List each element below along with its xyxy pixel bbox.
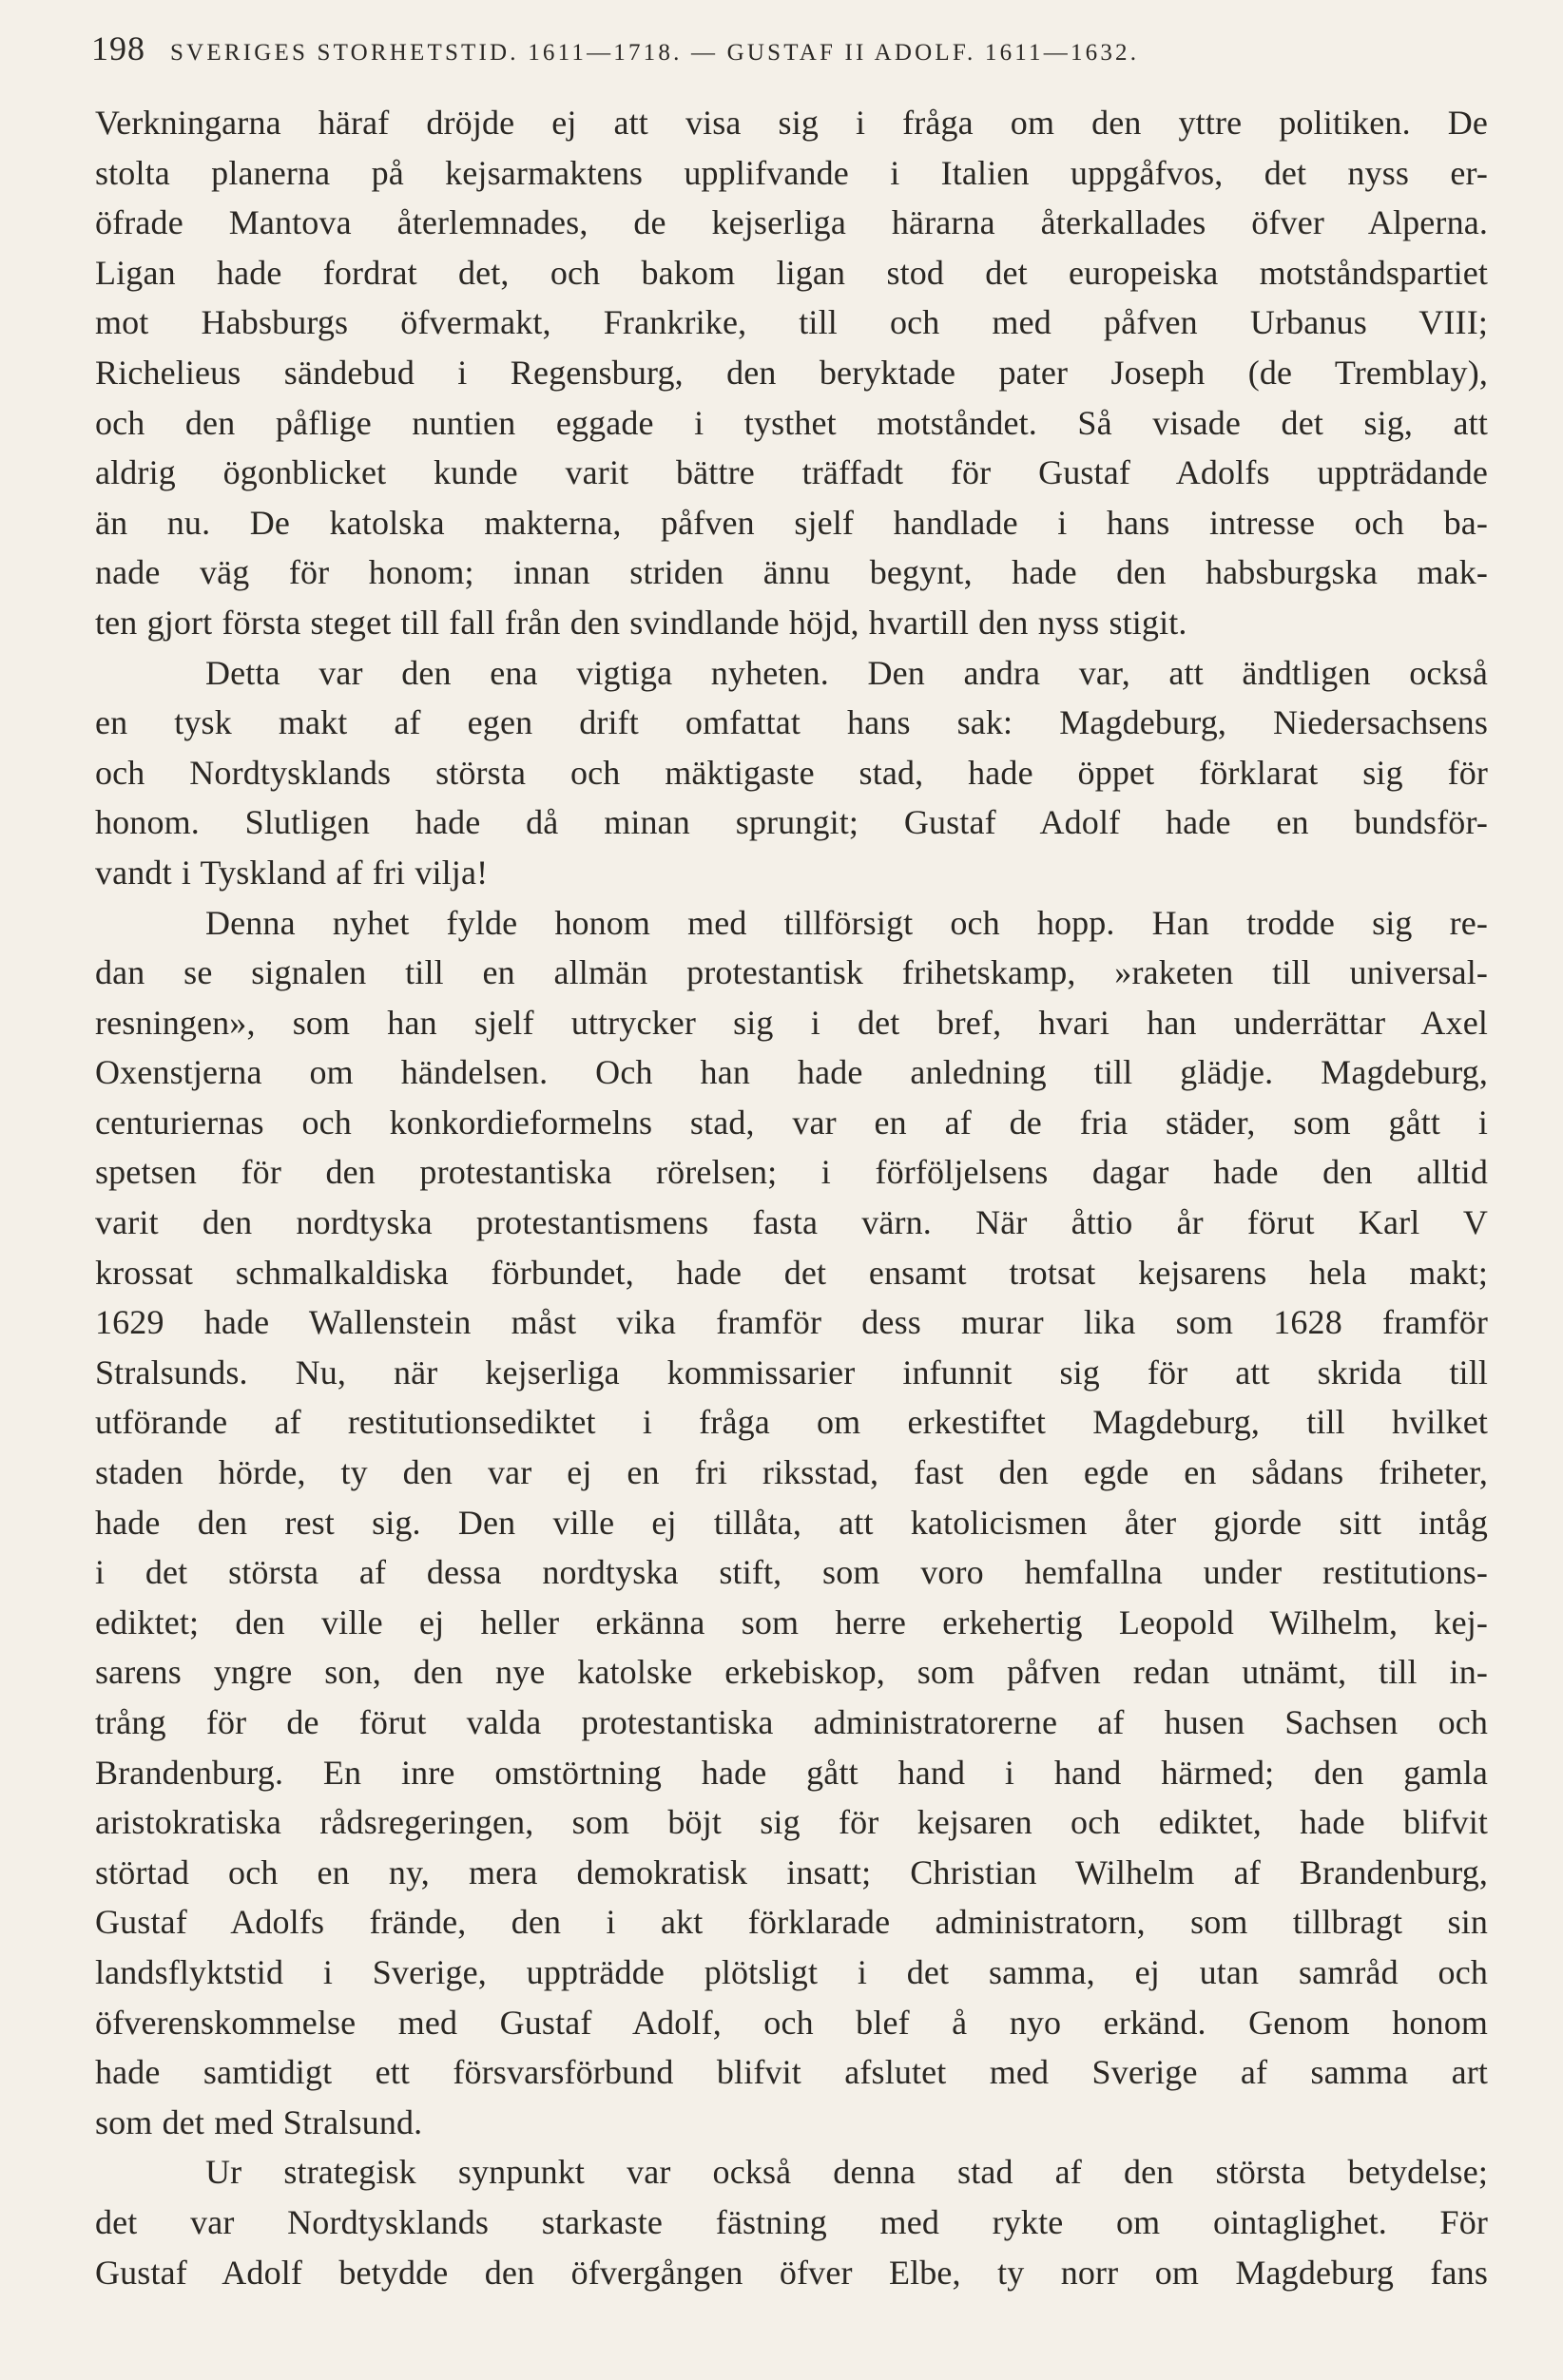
text-line: trång för de förut valda protestantiska administratorerne af husen Sachsen och bbox=[95, 1703, 1488, 1741]
text-line: öfverenskommelse med Gustaf Adolf, och blef å nyo erkänd. Genom honom bbox=[95, 2003, 1488, 2042]
text-line: Verkningarna häraf dröjde ej att visa sig i fråga om den yttre politiken. De bbox=[95, 104, 1488, 142]
text-line: som det med Stralsund. bbox=[95, 2102, 423, 2141]
text-line: öfrade Mantova återlemnades, de kejserliga härarna återkallades öfver Alperna. bbox=[95, 203, 1488, 242]
running-title: SVERIGES STORHETSTID. 1611—1718. — GUSTAF II ADOLF. 1611—1632. bbox=[170, 40, 1140, 66]
text-line: Detta var den ena vigtiga nyheten. Den andra var, att ändtligen också bbox=[205, 653, 1488, 692]
text-line: Ur strategisk synpunkt var också denna stad af den största betydelse; bbox=[205, 2153, 1488, 2192]
text-line: varit den nordtyska protestantismens fasta värn. När åttio år förut Karl V bbox=[95, 1203, 1488, 1242]
text-line: krossat schmalkaldiska förbundet, hade det ensamt trotsat kejsarens hela makt; bbox=[95, 1253, 1488, 1292]
text-line: utförande af restitutionsediktet i fråga om erkestiftet Magdeburg, till hvilket bbox=[95, 1403, 1488, 1442]
text-line: Oxenstjerna om händelsen. Och han hade anledning till glädje. Magdeburg, bbox=[95, 1053, 1488, 1092]
text-line: 1629 hade Wallenstein måst vika framför dess murar lika som 1628 framför bbox=[95, 1303, 1488, 1342]
text-line: vandt i Tyskland af fri vilja! bbox=[95, 853, 489, 892]
text-line: Richelieus sändebud i Regensburg, den beryktade pater Joseph (de Tremblay), bbox=[95, 353, 1488, 392]
paragraph-4 bbox=[95, 2147, 1488, 2297]
text-line: ten gjort första steget till fall från den svindlande höjd, hvartill den nyss stigit. bbox=[95, 603, 1187, 642]
text-line: stolta planerna på kejsarmaktens upplifvande i Italien uppgåfvos, det nyss er- bbox=[95, 153, 1488, 192]
text-line: en tysk makt af egen drift omfattat hans sak: Magdeburg, Niedersachsens bbox=[95, 703, 1488, 742]
text-line: centuriernas och konkordieformelns stad, var en af de fria städer, som gått i bbox=[95, 1103, 1488, 1142]
text-line: mot Habsburgs öfvermakt, Frankrike, till och med påfven Urbanus VIII; bbox=[95, 303, 1488, 342]
text-line: ediktet; den ville ej heller erkänna som herre erkehertig Leopold Wilhelm, kej- bbox=[95, 1603, 1488, 1641]
text-line: Denna nyhet fylde honom med tillförsigt och hopp. Han trodde sig re- bbox=[205, 903, 1488, 942]
text-line: Gustaf Adolfs frände, den i akt förklarade administratorn, som tillbragt sin bbox=[95, 1903, 1488, 1942]
paragraph-1 bbox=[95, 98, 1488, 648]
text-line: Gustaf Adolf betydde den öfvergången öfver Elbe, ty norr om Magdeburg fans bbox=[95, 2253, 1488, 2292]
text-line: dan se signalen till en allmän protestantisk frihetskamp, »raketen till universal- bbox=[95, 953, 1488, 992]
text-line: Stralsunds. Nu, när kejserliga kommissarier infunnit sig för att skrida till bbox=[95, 1353, 1488, 1392]
text-line: honom. Slutligen hade då minan sprungit; Gustaf Adolf hade en bundsför- bbox=[95, 803, 1488, 842]
text-line: i det största af dessa nordtyska stift, som voro hemfallna under restitutions- bbox=[95, 1553, 1488, 1592]
text-line: spetsen för den protestantiska rörelsen; i förföljelsens dagar hade den alltid bbox=[95, 1153, 1488, 1192]
text-line: än nu. De katolska makterna, påfven sjelf handlade i hans intresse och ba- bbox=[95, 503, 1488, 542]
text-line: nade väg för honom; innan striden ännu begynt, hade den habsburgska mak- bbox=[95, 553, 1488, 592]
text-line: Brandenburg. En inre omstörtning hade gått hand i hand härmed; den gamla bbox=[95, 1753, 1488, 1792]
running-header bbox=[91, 29, 1479, 67]
text-line: Ligan hade fordrat det, och bakom ligan stod det europeiska motståndspartiet bbox=[95, 253, 1488, 292]
text-line: sarens yngre son, den nye katolske erkebiskop, som påfven redan utnämt, till in- bbox=[95, 1653, 1488, 1692]
text-line: och Nordtysklands största och mäktigaste stad, hade öppet förklarat sig för bbox=[95, 753, 1488, 792]
paragraph-3 bbox=[95, 898, 1488, 2148]
text-line: hade samtidigt ett försvarsförbund blifvit afslutet med Sverige af samma art bbox=[95, 2053, 1488, 2092]
text-line: aristokratiska rådsregeringen, som böjt sig för kejsaren och ediktet, hade blifvit bbox=[95, 1803, 1488, 1842]
paragraph-2 bbox=[95, 648, 1488, 898]
body-text bbox=[95, 98, 1488, 2297]
text-line: och den påflige nuntien eggade i tysthet motståndet. Så visade det sig, att bbox=[95, 403, 1488, 442]
text-line: staden hörde, ty den var ej en fri riksstad, fast den egde en sådans friheter, bbox=[95, 1453, 1488, 1492]
text-line: resningen», som han sjelf uttrycker sig i det bref, hvari han underrättar Axel bbox=[95, 1003, 1488, 1042]
text-line: det var Nordtysklands starkaste fästning med rykte om ointaglighet. För bbox=[95, 2202, 1488, 2241]
text-line: hade den rest sig. Den ville ej tillåta, att katolicismen åter gjorde sitt intåg bbox=[95, 1503, 1488, 1542]
page-number: 198 bbox=[91, 29, 145, 67]
text-line: störtad och en ny, mera demokratisk insatt; Christian Wilhelm af Brandenburg, bbox=[95, 1852, 1488, 1891]
text-line: aldrig ögonblicket kunde varit bättre träffadt för Gustaf Adolfs uppträdande bbox=[95, 453, 1488, 492]
text-line: landsflyktstid i Sverige, uppträdde plötsligt i det samma, ej utan samråd och bbox=[95, 1952, 1488, 1991]
